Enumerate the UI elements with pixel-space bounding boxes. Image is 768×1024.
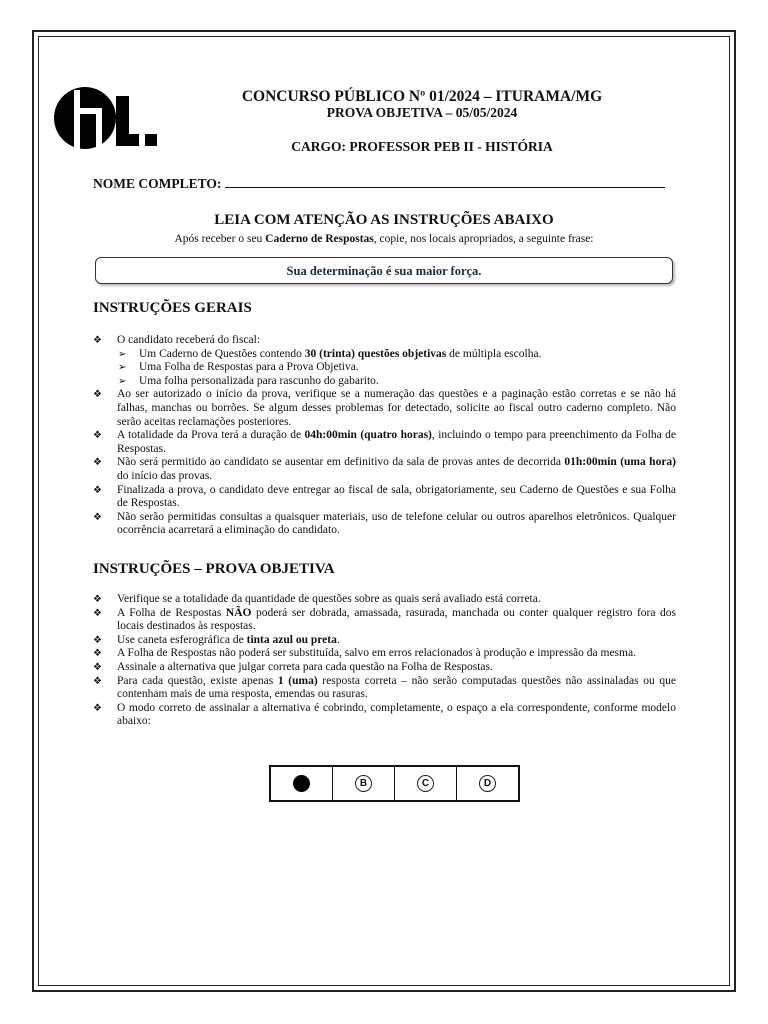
list-item: ❖ Verifique se a totalidade da quantidade de questões sobre as quais será avaliado está correta. [93,593,541,605]
bullet-icon: ❖ [93,335,102,346]
section-title-objetiva: INSTRUÇÕES – PROVA OBJETIVA [93,561,335,577]
bubble-d: D [479,775,496,792]
list-item: ❖ A Folha de Respostas NÃO poderá ser dobrada, amassada, rasurada, manchada ou conter qualquer registro fora dos locais destinados às respostas. [93,606,676,633]
list-subitem: ➢ Um Caderno de Questões contendo 30 (trinta) questões objetivas de múltipla escolha. [118,347,542,360]
exam-subtitle: PROVA OBJETIVA – 05/05/2024 [326,105,518,120]
answer-cell-c [395,767,457,800]
list-item: ❖ Finalizada a prova, o candidato deve entregar ao fiscal de sala, obrigatoriamente, seu Caderno de Questões e sua Folha de Respostas. [93,483,676,510]
bullet-icon: ❖ [93,484,102,496]
instructions-gerais-list [93,334,676,538]
arrow-icon: ➢ [118,348,127,360]
bubble-c: C [417,775,434,792]
bullet-icon: ❖ [93,661,102,673]
bullet-icon: ❖ [93,594,102,605]
exam-cargo: CARGO: PROFESSOR PEB II - HISTÓRIA [291,139,553,154]
list-item: ❖ O modo correto de assinalar a alternativa é cobrindo, completamente, o espaço a ela correspondente, conforme modelo abaixo: [93,701,676,728]
list-item: ❖ Não será permitido ao candidato se ausentar em definitivo da sala de provas antes de decorrida 01h:00min (uma hora) do início das provas. [93,456,677,482]
bullet-icon: ❖ [93,675,102,687]
filled-bubble-icon [293,775,310,792]
bullet-icon: ❖ [93,430,102,442]
list-item: ❖ Use caneta esferográfica de tinta azul ou preta. [93,633,340,646]
answer-cell-d [457,767,518,800]
arrow-icon: ➢ [118,375,127,387]
list-item: ❖ A totalidade da Prova terá a duração de 04h:00min (quatro horas), incluindo o tempo para preenchimento da Folha de Respostas. [93,429,676,455]
bullet-icon: ❖ [93,457,102,469]
bullet-icon: ❖ [93,634,102,646]
list-item: ❖ Ao ser autorizado o início da prova, verifique se a numeração das questões e a paginação estão corretas e se não há falhas, manchas ou borrões. Se algum desses problemas for detectado, solicite ao fiscal outro caderno completo. Não serão aceitas reclamações posteriores. [93,388,676,428]
list-subitem: ➢ Uma folha personalizada para rascunho do gabarito. [118,374,379,387]
name-input-line[interactable] [225,174,665,188]
instructions-intro-text: Após receber o seu Caderno de Respostas, copie, nos locais apropriados, a seguinte frase: [174,233,594,245]
list-item: ❖ Para cada questão, existe apenas 1 (uma) resposta correta – não serão computadas questões não assinaladas ou que contenham mais de uma resposta, emendas ou rasuras. [93,674,676,701]
name-field-row [93,174,683,192]
bullet-icon: ❖ [93,648,102,660]
bubble-b: B [355,775,372,792]
list-item: ❖ O candidato receberá do fiscal: ➢ Um Caderno de Questões contendo 30 (trinta) questões objetivas de múltipla escolha. ➢ Uma Folha de Respostas para a Prova Objetiva. ➢ Uma folha personalizada para rascunho do gabarito. [93,334,676,388]
exam-title: CONCURSO PÚBLICO Nº 01/2024 – ITURAMA/MG [241,88,603,105]
answer-cell-b [333,767,395,800]
bullet-icon: ❖ [93,389,102,401]
list-item: ❖ Assinale a alternativa que julgar correta para cada questão na Folha de Respostas. [93,660,493,673]
answer-model [269,765,520,802]
instructions-objetiva-list [93,593,676,729]
list-item: ❖ Não serão permitidas consultas a quaisquer materiais, uso de telefone celular ou outros aparelhos eletrônicos. Qualquer ocorrência acarretará a eliminação do candidato. [93,510,676,537]
answer-cell-a [271,767,333,800]
bullet-icon: ❖ [93,607,102,619]
arrow-icon: ➢ [118,362,127,374]
bullet-icon: ❖ [93,511,102,523]
list-item: ❖ A Folha de Respostas não poderá ser substituída, salvo em erros relacionados à produção e impressão da mesma. [93,647,636,660]
section-title-gerais: INSTRUÇÕES GERAIS [93,300,252,316]
bullet-icon: ❖ [93,702,102,714]
list-subitem: ➢ Uma Folha de Respostas para a Prova Objetiva. [118,361,359,374]
organizer-logo [52,86,162,156]
instructions-heading: LEIA COM ATENÇÃO AS INSTRUÇÕES ABAIXO [214,212,554,228]
phrase-box: Sua determinação é sua maior força. [95,257,673,284]
name-label: NOME COMPLETO: [93,176,222,191]
